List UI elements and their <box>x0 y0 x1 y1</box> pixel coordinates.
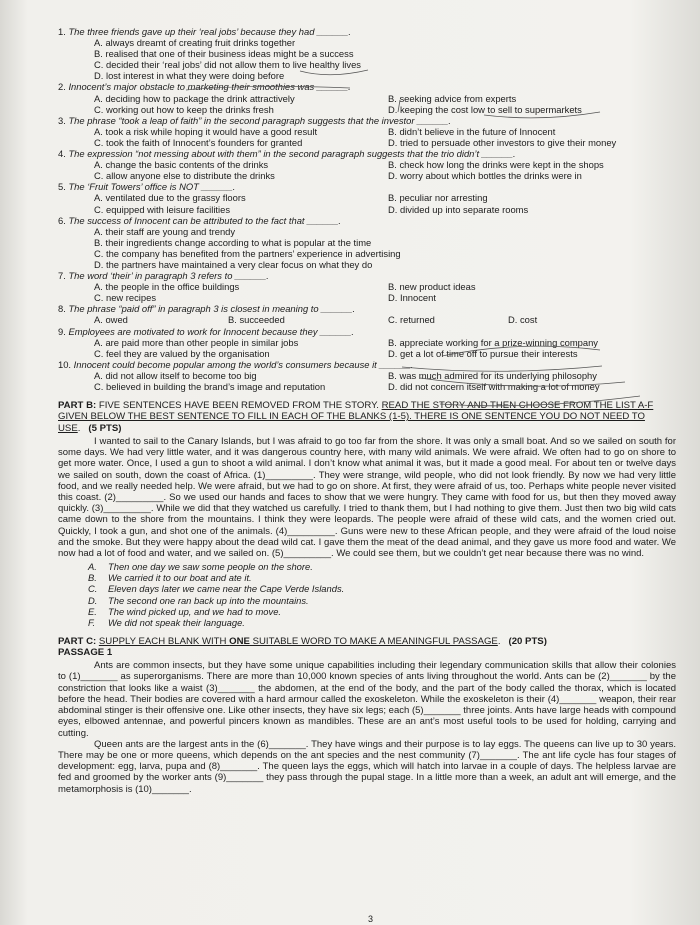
part-b-heading-plain: FIVE SENTENCES HAVE BEEN REMOVED FROM THE STORY. <box>96 400 382 412</box>
passage-paragraph-2: Queen ants are the largest ants in the (6)_______. They have wings and their purpose is to lay eggs. The queens can live up to 30 years. There may be one or more queens, which depends on the ant species and the nest community (7)_______. The ant life cycle has four stages of development: egg, larva, pupa and (8)_______. The queen lays the eggs, which will hatch into larvae in a couple of days. The helpless larvae are fed and groomed by the worker ants (9)_______ they pass through the pupal stage. In a little more than a week, an adult ant will emerge, and the metamorphosis is (10)_______. <box>58 738 676 795</box>
question-2 <box>58 81 676 114</box>
answer-option: A. the people in the office buildings <box>94 281 240 293</box>
answer-option: A. change the basic contents of the drinks <box>94 159 269 171</box>
question-text: The success of Innocent can be attributed to the fact that ______. <box>68 214 342 226</box>
part-c-heading-b: SUITABLE WORD TO MAKE A MEANINGFUL PASSAGE <box>249 635 498 647</box>
sentence-option <box>58 583 676 594</box>
option-row <box>58 348 676 359</box>
part-b-heading <box>58 400 676 434</box>
answer-option: B. check how long the drinks were kept in the shops <box>388 159 604 171</box>
option-row <box>58 204 676 215</box>
question-number: 5. <box>58 181 66 193</box>
sentence-letter: E. <box>88 605 97 617</box>
part-c-heading-one: ONE <box>229 635 250 647</box>
answer-option: B. appreciate working for a prize-winning company <box>388 336 598 348</box>
sentence-option <box>58 561 676 572</box>
option-row <box>58 93 676 104</box>
part-c-prefix: PART C: <box>58 635 97 647</box>
option-row <box>58 226 676 237</box>
question-stem <box>58 81 676 92</box>
answer-option: D. did not concern itself with making a lot of money <box>388 381 600 392</box>
option-row <box>58 281 676 292</box>
passage-paragraph-1: Ants are common insects, but they have some unique capabilities including their legendary communication skills that allow their colonies to (1)_______ as superorganisms. There are more than 10,000 known species of ants living throughout the world. Ants can be (2)_______ by the constriction that looks like a waist (3)_______ the abdomen, at the end of the body, and the part of the body called the thorax, which is located before the head. Their bodies are covered with a hard armour called the exoskeleton. While the exoskeleton is their (4)_______ weapon, their rear abdominal stinger is their offensive one. Like other insects, they have six legs; each (5)_______ three joints. Ants have large heads with compound eyes, elbowed antennae, and powerful pincers known as mandibles. These are an ant’s most useful tools to be used for holding, carrying and cutting. <box>58 660 676 739</box>
answer-option: C. feel they are valued by the organisation <box>94 347 270 359</box>
question-number: 10. <box>58 358 72 370</box>
question-9 <box>58 326 676 359</box>
answer-option: A. did not allow itself to become too big <box>94 369 257 381</box>
option-row <box>58 292 676 303</box>
option-row <box>58 314 676 325</box>
question-stem <box>58 270 676 281</box>
answer-option: C. allow anyone else to distribute the drinks <box>94 170 275 182</box>
question-6 <box>58 215 676 270</box>
answer-option: B. new product ideas <box>388 281 476 293</box>
sentence-letter: D. <box>88 594 98 606</box>
sentence-text: We carried it to our boat and ate it. <box>108 572 252 584</box>
answer-option: D. get a lot of time off to pursue their interests <box>388 347 578 359</box>
option-row <box>58 381 676 392</box>
option-row <box>58 37 676 48</box>
option-row <box>58 126 676 137</box>
question-text: The word ‘their’ in paragraph 3 refers to ______. <box>68 270 269 282</box>
answer-option: A. their staff are young and trendy <box>94 225 236 237</box>
question-text: Innocent’s major obstacle to marketing their smoothies was ______. <box>68 81 351 93</box>
option-row <box>58 48 676 59</box>
sentence-text: We did not speak their language. <box>108 616 245 628</box>
part-c-heading-underlined <box>99 636 498 647</box>
question-1 <box>58 26 676 81</box>
question-number: 2. <box>58 81 66 93</box>
answer-option: C. working out how to keep the drinks fresh <box>94 103 274 115</box>
passage-label: PASSAGE 1 <box>58 647 113 659</box>
answer-option: A. always dreamt of creating fruit drinks together <box>94 37 296 49</box>
question-10 <box>58 359 676 392</box>
question-text: The ‘Fruit Towers’ office is NOT ______. <box>68 181 236 193</box>
question-text: The expression “not messing about with them” in the second paragraph suggests that the trio didn’t ______. <box>68 148 516 160</box>
question-text: Innocent could become popular among the world’s consumers because it ______. <box>73 358 414 370</box>
document-content <box>58 26 676 795</box>
page-number: 3 <box>368 914 374 924</box>
question-stem <box>58 181 676 192</box>
part-b-prefix: PART B: <box>58 400 97 412</box>
option-row <box>58 259 676 270</box>
answer-option: D. worry about which bottles the drinks were in <box>388 170 582 182</box>
option-row <box>58 137 676 148</box>
answer-option: B. peculiar nor arresting <box>388 192 488 204</box>
answer-option: D. lost interest in what they were doing before <box>94 70 285 82</box>
answer-option: D. divided up into separate rooms <box>388 203 529 215</box>
answer-option: C. believed in building the brand’s image and reputation <box>94 381 326 392</box>
question-number: 3. <box>58 114 66 126</box>
question-number: 1. <box>58 26 66 37</box>
question-stem <box>58 303 676 314</box>
sentence-option <box>58 595 676 606</box>
answer-option: D. tried to persuade other investors to give their money <box>388 136 617 148</box>
option-row <box>58 159 676 170</box>
question-stem <box>58 26 676 37</box>
part-c-heading-end: . <box>497 635 501 647</box>
answer-option: C. the company has benefited from the partners’ experience in advertising <box>94 247 401 259</box>
option-row <box>58 170 676 181</box>
question-text: The phrase “paid off” in paragraph 3 is closest in meaning to ______. <box>68 303 356 315</box>
answer-option: C. new recipes <box>94 292 157 304</box>
story-paragraph: I wanted to sail to the Canary Islands, but I was afraid to go too far from the shore. It was only a small boat. And so we sailed on south for some days. We had very little water, and it was dangerous country here, with many wild animals. We were afraid. We often had to go on shore to get more water. Once, I used a gun to shoot a wild animal. I don’t know what animal it was, but it made a good meal. For about ten or twelve days we sailed on south, down the coast of Africa. (1)_________. They were strange, wild people, who did not look friendly. By now we had very little food, and we really needed help. We were afraid, but we had to go on shore. At first, they were afraid of us, too. Perhaps white people never visited this coast. (2)_________. So we used our hands and faces to show that we were hungry. They came with food for us, but then they moved away quickly. (3)_________. While we did that they watched us carefully. I tried to thank them, but I had nothing to give them. Just then two big wild cats came down to the shore from the mountains. I think they were leopards. The people were afraid of these wild cats, and the women cried out. Quickly, I took a gun, and shot one of the animals. (4)_________. Guns were new to these African people, and they were afraid of the loud noise and the smoke. But they were happy about the dead wild cat. I gave them the meat of the dead animal, and they gave us more food and water. We now had a lot of food and water, and we sailed on. (5)_________. We could see them, but we couldn’t get near because there was no wind. <box>58 435 676 560</box>
sentence-letter: F. <box>88 616 96 628</box>
question-text: Employees are motivated to work for Innocent because they ______. <box>68 325 355 337</box>
part-c-points: (20 PTS) <box>508 635 547 647</box>
sentence-letter: C. <box>88 583 98 595</box>
answer-option: D. Innocent <box>388 292 436 304</box>
answer-option: B. realised that one of their business ideas might be a success <box>94 48 354 60</box>
question-text: The three friends gave up their ‘real jobs’ because they had ______. <box>68 26 351 37</box>
question-number: 4. <box>58 148 66 160</box>
part-c-heading-a: SUPPLY EACH BLANK WITH <box>98 635 230 647</box>
question-4 <box>58 148 676 181</box>
sentence-option <box>58 617 676 628</box>
question-3 <box>58 115 676 148</box>
question-stem <box>58 148 676 159</box>
answer-option: B. was much admired for its underlying philosophy <box>388 369 597 381</box>
answer-option: B. seeking advice from experts <box>388 92 517 104</box>
question-number: 6. <box>58 214 66 226</box>
answer-option: A. deciding how to package the drink attractively <box>94 92 295 104</box>
option-row <box>58 70 676 81</box>
sentence-text: The second one ran back up into the mountains. <box>108 594 309 606</box>
part-a-questions <box>58 26 676 392</box>
question-stem <box>58 326 676 337</box>
sentence-letter: A. <box>88 561 97 573</box>
sentence-text: Eleven days later we came near the Cape Verde Islands. <box>108 583 345 595</box>
question-number: 8. <box>58 303 66 315</box>
question-stem <box>58 115 676 126</box>
option-row <box>58 370 676 381</box>
answer-option: A. ventilated due to the grassy floors <box>94 192 246 204</box>
question-number: 7. <box>58 270 66 282</box>
answer-option: B. their ingredients change according to what is popular at the time <box>94 236 372 248</box>
answer-option: C. equipped with leisure facilities <box>94 203 231 215</box>
sentence-options <box>58 561 676 628</box>
answer-option: D. keeping the cost low to sell to supermarkets <box>388 103 582 115</box>
answer-option: B. didn’t believe in the future of Innocent <box>388 125 556 137</box>
answer-option: D. cost <box>508 314 538 326</box>
option-row <box>58 59 676 70</box>
answer-option: C. took the faith of Innocent’s founders for granted <box>94 136 303 148</box>
answer-option: A. owed <box>94 314 128 326</box>
question-text: The phrase “took a leap of faith” in the second paragraph suggests that the investor ______. <box>68 114 451 126</box>
sentence-text: The wind picked up, and we had to move. <box>108 605 282 617</box>
question-8 <box>58 303 676 325</box>
question-5 <box>58 181 676 214</box>
part-b-heading-underlined: READ THE STORY AND THEN CHOOSE FROM THE LIST A-F GIVEN BELOW THE BEST SENTENCE TO FILL IN EACH OF THE BLANKS (1-5). THERE IS ONE SENTENCE YOU DO NOT NEED TO USE <box>58 400 654 434</box>
answer-option: A. took a risk while hoping it would have a good result <box>94 125 318 137</box>
question-7 <box>58 270 676 303</box>
option-row <box>58 237 676 248</box>
sentence-option <box>58 572 676 583</box>
question-number: 9. <box>58 325 66 337</box>
option-row <box>58 337 676 348</box>
part-b-points: (5 PTS) <box>88 422 122 434</box>
answer-option: C. returned <box>388 314 435 326</box>
sentence-text: Then one day we saw some people on the shore. <box>108 561 313 573</box>
answer-option: A. are paid more than other people in similar jobs <box>94 336 299 348</box>
question-stem <box>58 215 676 226</box>
option-row <box>58 248 676 259</box>
answer-option: C. decided their ‘real jobs’ did not allow them to live healthy lives <box>94 59 361 71</box>
question-stem <box>58 359 676 370</box>
sentence-letter: B. <box>88 572 97 584</box>
part-b-heading-end: . <box>77 422 81 434</box>
sentence-option <box>58 606 676 617</box>
answer-option: D. the partners have maintained a very clear focus on what they do <box>94 258 373 270</box>
answer-option: B. succeeded <box>228 314 285 326</box>
option-row <box>58 192 676 203</box>
part-c-heading <box>58 636 676 647</box>
option-row <box>58 104 676 115</box>
